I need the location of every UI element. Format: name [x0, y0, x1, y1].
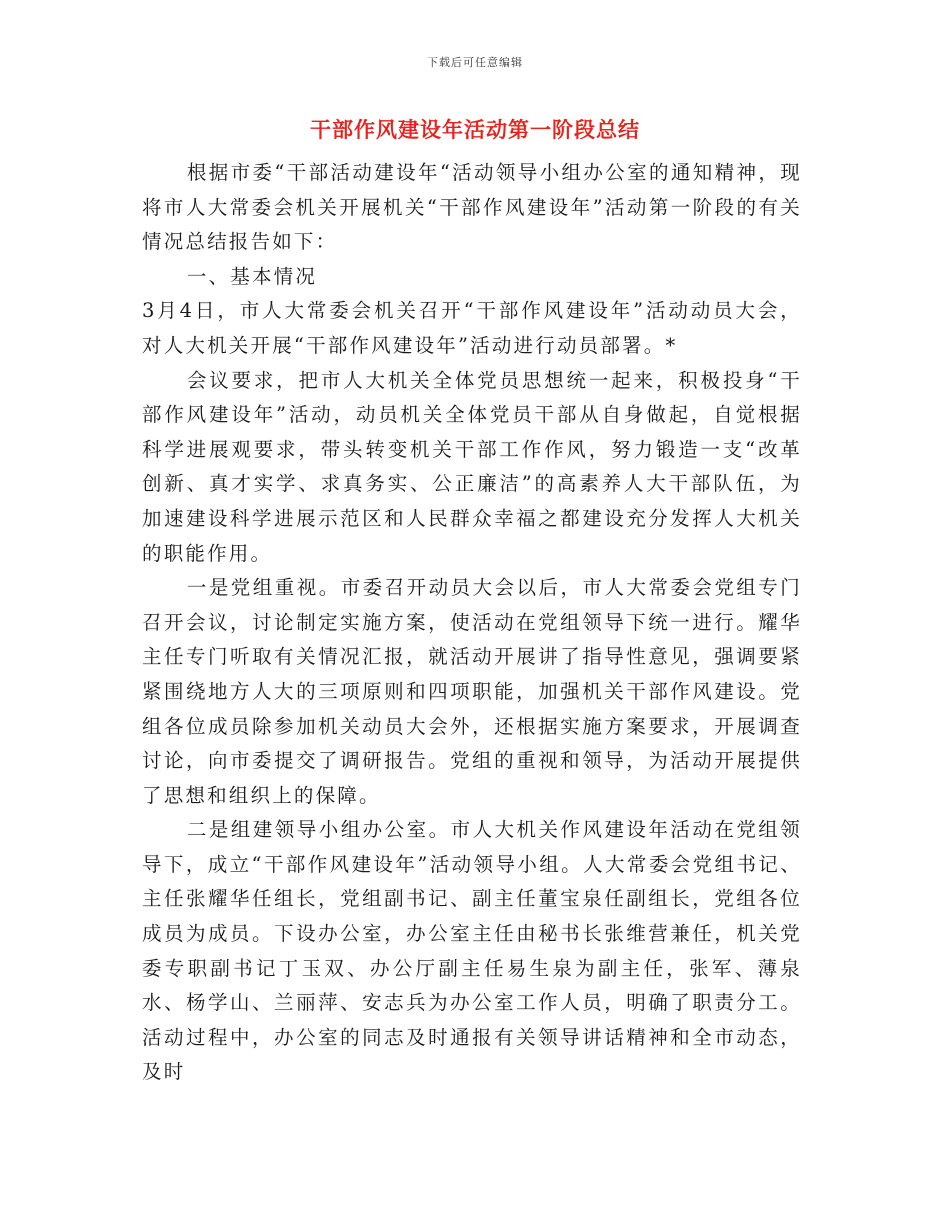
paragraph-intro: 根据市委“干部活动建设年“活动领导小组办公室的通知精神，现将市人大常委会机关开展机关“干部作风建设年”活动第一阶段的有关情况总结报告如下： — [142, 161, 802, 254]
document-body — [142, 156, 802, 1090]
section-heading-basic-situation: 一、基本情况 — [186, 264, 318, 288]
header-note: 下载后可任意编辑 — [427, 56, 523, 69]
paragraph-meeting-requirements: 会议要求，把市人大机关全体党员思想统一起来，积极投身“干部作风建设年”活动，动员机关全体党员干部从自身做起，自觉根据科学进展观要求，带头转变机关干部工作作风，努力锻造一支“改革创新、真才实学、求真务实、公正廉洁”的高素养人大干部队伍，为加速建设科学进展示范区和人民群众幸福之都建设充分发挥人大机关的职能作用。 — [142, 368, 802, 565]
paragraph-leading-group-office: 二是组建领导小组办公室。市人大机关作风建设年活动在党组领导下，成立“干部作风建设年”活动领导小组。人大常委会党组书记、主任张耀华任组长，党组副书记、副主任董宝泉任副组长，党组各位成员为成员。下设办公室，办公室主任由秘书长张维营兼任，机关党委专职副书记丁玉双、办公厅副主任易生泉为副主任，张军、薄泉水、杨学山、兰丽萍、安志兵为办公室工作人员，明确了职责分工。活动过程中，办公室的同志及时通报有关领导讲话精神和全市动态，及时 — [142, 818, 802, 1084]
document-title: 干部作风建设年活动第一阶段总结 — [310, 118, 640, 142]
paragraph-mobilization-meeting: 3月4日，市人大常委会机关召开“干部作风建设年”活动动员大会，对人大机关开展“干部作风建设年”活动进行动员部署。* — [142, 299, 802, 357]
paragraph-party-group-attention: 一是党组重视。市委召开动员大会以后，市人大常委会党组专门召开会议，讨论制定实施方案，使活动在党组领导下统一进行。耀华主任专门听取有关情况汇报，就活动开展讲了指导性意见，强调要紧紧围绕地方人大的三项原则和四项职能，加强机关干部作风建设。党组各位成员除参加机关动员大会外，还根据实施方案要求，开展调查讨论，向市委提交了调研报告。党组的重视和领导，为活动开展提供了思想和组织上的保障。 — [142, 576, 802, 807]
